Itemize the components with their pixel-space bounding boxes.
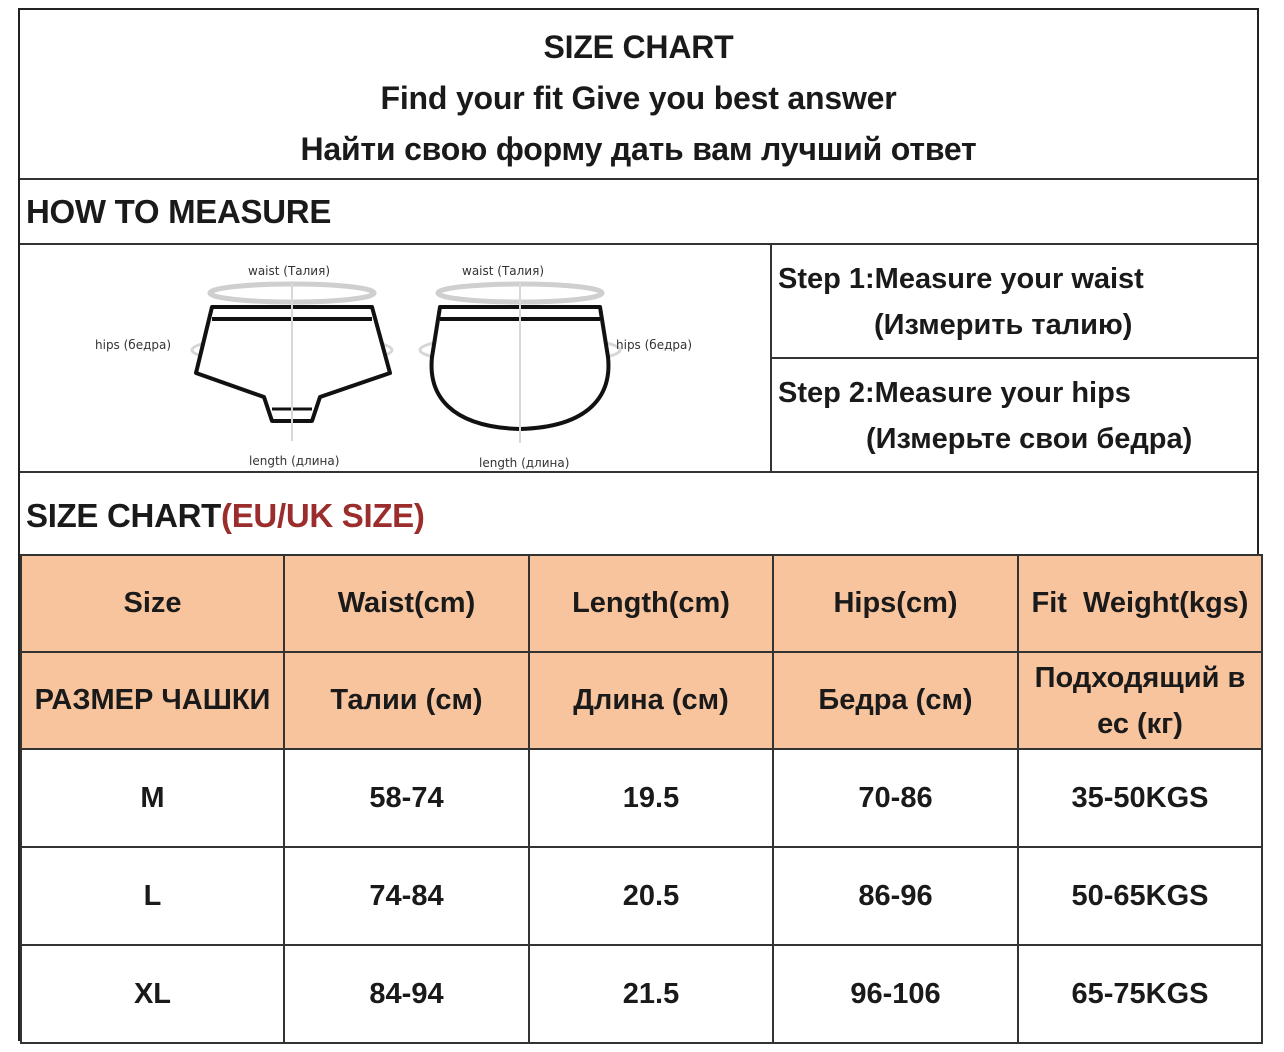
header-waist: Waist(cm) [284,555,529,652]
diagram-label-hips-left: hips (бедра) [95,338,172,352]
cell-size: L [21,847,284,945]
size-chart-sheet [18,8,1259,1041]
step-2 [772,359,1257,473]
header-size: Size [21,555,284,652]
cell-waist: 74-84 [284,847,529,945]
size-chart-title-row [20,473,1257,554]
size-table [20,554,1263,1044]
step-1-text-en: Step 1:Measure your waist [778,263,1144,295]
cell-waist: 84-94 [284,945,529,1043]
subtitle-ru: Найти свою форму дать вам лучший ответ [300,131,977,167]
measure-area [20,245,1257,473]
step-1 [772,245,1257,359]
panties-diagram [20,245,770,471]
step-2-text-ru: (Измерьте свои бедра) [866,423,1193,455]
back-briefs-illustration [420,283,620,443]
cell-hips: 96-106 [773,945,1018,1043]
cell-length: 20.5 [529,847,773,945]
table-row [21,945,1262,1043]
table-header-row-ru [21,652,1262,749]
cell-waist: 58-74 [284,749,529,847]
diagram-label-length-left: length (длина) [249,454,340,468]
cell-hips: 70-86 [773,749,1018,847]
header-hips: Hips(cm) [773,555,1018,652]
cell-length: 21.5 [529,945,773,1043]
table-row [21,749,1262,847]
table-row [21,847,1262,945]
cell-size: XL [21,945,284,1043]
cell-fit-weight: 65-75KGS [1018,945,1262,1043]
header-fit-weight-ru: Подходящий в ес (кг) [1018,652,1262,749]
subtitle-en: Find your fit Give you best answer [380,80,897,116]
header-length-ru: Длина (см) [529,652,773,749]
header-waist-ru: Талии (см) [284,652,529,749]
diagram-label-waist-right: waist (Талия) [462,264,545,278]
how-to-measure-section [20,180,1257,245]
page-title: SIZE CHART [543,29,734,65]
header-length: Length(cm) [529,555,773,652]
measure-diagrams [20,245,772,471]
header-fit-weight: Fit Weight(kgs) [1018,555,1262,652]
front-briefs-illustration [192,283,392,441]
step-2-text-en: Step 2:Measure your hips [778,377,1131,409]
cell-hips: 86-96 [773,847,1018,945]
how-to-measure-title: HOW TO MEASURE [26,193,332,230]
header-hips-ru: Бедра (см) [773,652,1018,749]
table-header-row-en [21,555,1262,652]
header [20,10,1257,180]
measure-steps [772,245,1257,471]
cell-size: M [21,749,284,847]
diagram-label-hips-right: hips (бедра) [616,338,693,352]
cell-fit-weight: 35-50KGS [1018,749,1262,847]
header-size-ru: РАЗМЕР ЧАШКИ [21,652,284,749]
size-chart-title-accent: (EU/UK SIZE) [221,497,425,534]
diagram-label-length-right: length (длина) [479,456,570,470]
size-chart-title [26,497,425,535]
cell-length: 19.5 [529,749,773,847]
diagram-label-waist-left: waist (Талия) [248,264,331,278]
step-1-text-ru: (Измерить талию) [874,309,1133,341]
size-chart-title-main: SIZE CHART [26,497,222,534]
cell-fit-weight: 50-65KGS [1018,847,1262,945]
